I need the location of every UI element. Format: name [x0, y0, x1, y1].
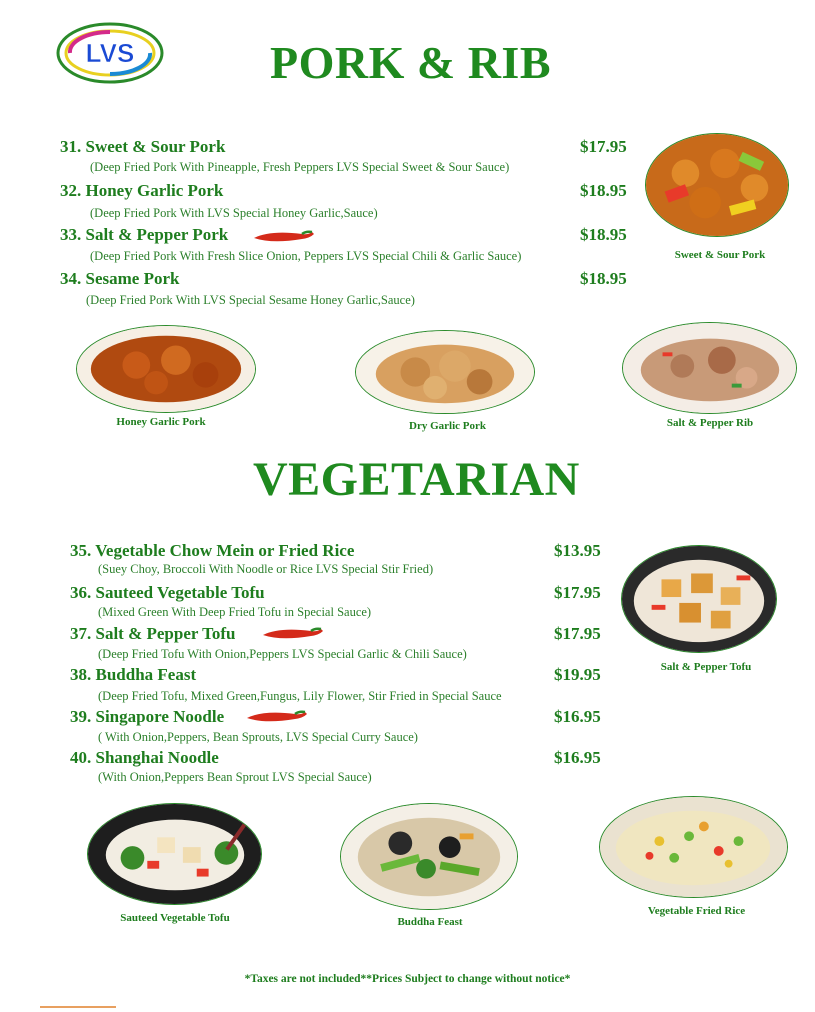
food-photo [645, 133, 789, 237]
menu-item-price: $18.95 [580, 181, 627, 200]
food-photo [76, 325, 256, 413]
menu-item-name: 36. Sauteed Vegetable Tofu [70, 583, 265, 602]
menu-item-price: $16.95 [554, 707, 601, 726]
menu-item-price: $17.95 [554, 583, 601, 602]
menu-item-desc: (Suey Choy, Broccoli With Noodle or Rice LVS Special Stir Fried) [98, 562, 434, 576]
menu-item-desc: ( With Onion,Peppers, Bean Sprouts, LVS Special Curry Sauce) [98, 730, 418, 744]
photo-caption: Salt & Pepper Rib [666, 417, 754, 429]
menu-item-name: 31. Sweet & Sour Pork [60, 137, 226, 156]
photo-caption: Honey Garlic Pork [116, 416, 206, 428]
chili-pepper-icon [243, 708, 309, 726]
photo-caption: Sauteed Vegetable Tofu [120, 912, 230, 924]
section-title-vegetarian: VEGETARIAN [253, 453, 580, 506]
menu-item-desc: (With Onion,Peppers Bean Sprout LVS Special Sauce) [98, 770, 372, 784]
chili-pepper-icon [259, 625, 325, 643]
menu-item-name: 37. Salt & Pepper Tofu [70, 624, 236, 643]
menu-item-name: 33. Salt & Pepper Pork [60, 225, 229, 244]
menu-item-desc: (Deep Fried Tofu, Mixed Green,Fungus, Lily Flower, Stir Fried in Special Sauce [98, 689, 502, 703]
divider [40, 1006, 116, 1008]
menu-item-price: $17.95 [580, 137, 627, 156]
section-title-pork: PORK & RIB [270, 37, 551, 88]
menu-item-name: 39. Singapore Noodle [70, 707, 225, 726]
menu-item-desc: (Deep Fried Pork With Pineapple, Fresh Peppers LVS Special Sweet & Sour Sauce) [90, 160, 510, 174]
menu-item-price: $18.95 [580, 269, 627, 288]
photo-caption: Dry Garlic Pork [409, 420, 486, 432]
menu-item-name: 38. Buddha Feast [70, 665, 197, 684]
photo-caption: Buddha Feast [397, 916, 463, 928]
menu-item-desc: (Mixed Green With Deep Fried Tofu in Special Sauce) [98, 605, 372, 619]
menu-item-price: $19.95 [554, 665, 601, 684]
photo-caption: Sweet & Sour Pork [674, 249, 766, 261]
food-photo [355, 330, 535, 414]
food-photo [599, 796, 788, 898]
menu-item-desc: (Deep Fried Pork With LVS Special Honey Garlic,Sauce) [90, 206, 378, 220]
logo-text: LVS [85, 38, 135, 68]
menu-item-name: 35. Vegetable Chow Mein or Fried Rice [70, 541, 355, 560]
menu-item-price: $13.95 [554, 541, 601, 560]
menu-item-desc: (Deep Fried Pork With Fresh Slice Onion, Peppers LVS Special Chili & Garlic Sauce) [90, 249, 522, 263]
menu-item-price: $17.95 [554, 624, 601, 643]
menu-item-price: $18.95 [580, 225, 627, 244]
menu-item-price: $16.95 [554, 748, 601, 767]
photo-caption: Vegetable Fried Rice [647, 905, 746, 917]
food-photo [87, 803, 262, 905]
menu-item-name: 34. Sesame Pork [60, 269, 180, 288]
food-photo [622, 322, 797, 414]
chili-pepper-icon [250, 228, 316, 246]
food-photo [621, 545, 777, 653]
menu-item-name: 32. Honey Garlic Pork [60, 181, 224, 200]
menu-item-name: 40. Shanghai Noodle [70, 748, 219, 767]
menu-item-desc: (Deep Fried Tofu With Onion,Peppers LVS Special Garlic & Chili Sauce) [98, 647, 467, 661]
footer-note: *Taxes are not included**Prices Subject to change without notice* [244, 973, 571, 985]
menu-item-desc: (Deep Fried Pork With LVS Special Sesame Honey Garlic,Sauce) [86, 293, 415, 307]
food-photo [340, 803, 518, 910]
lvs-logo [56, 22, 164, 84]
photo-caption: Salt & Pepper Tofu [660, 661, 752, 673]
